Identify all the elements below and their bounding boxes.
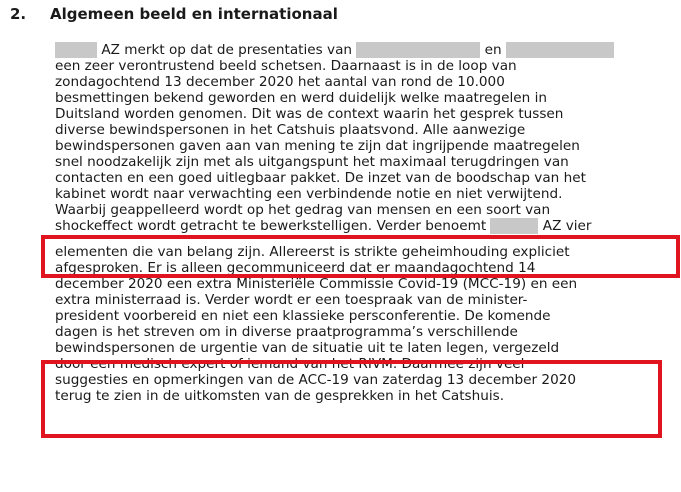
- text-segment: door een medisch expert of iemand van het RIVM. Daarmee zijn veel: [55, 356, 525, 372]
- text-line: [55, 122, 525, 138]
- text-line: [55, 106, 563, 122]
- text-segment: besmettingen bekend geworden en werd duidelijk welke maatregelen in: [55, 90, 547, 106]
- text-line: [55, 154, 569, 170]
- text-segment: december 2020 een extra Ministeriële Commissie Covid-19 (MCC-19) en een: [55, 276, 578, 292]
- text-segment: Duitsland worden genomen. Dit was de context waarin het gesprek tussen: [55, 106, 564, 122]
- redaction-block: [55, 42, 97, 58]
- text-segment: bewindspersonen de urgentie van de situatie uit te laten legen, vergezeld: [55, 340, 560, 356]
- text-segment: terug te zien in de uitkomsten van de gesprekken in het Catshuis.: [55, 388, 505, 404]
- text-line: [55, 308, 550, 324]
- text-segment: Waarbij geappelleerd wordt op het gedrag van mensen en een soort van: [55, 202, 551, 218]
- text-line: [55, 340, 559, 356]
- text-line: [55, 74, 505, 90]
- text-segment: dagen is het streven om in diverse praatprogramma’s verschillende: [55, 324, 518, 340]
- text-line: [55, 170, 586, 186]
- text-segment: snel noodzakelijk zijn met als uitgangspunt het maximaal terugdringen van: [55, 154, 569, 170]
- redaction-block: [356, 42, 480, 58]
- text-line: [55, 42, 614, 58]
- text-line: [55, 138, 580, 154]
- text-line: [55, 58, 517, 74]
- redaction-block: [490, 218, 538, 234]
- text-line: [55, 202, 550, 218]
- text-line: [55, 292, 527, 308]
- text-segment: elementen die van belang zijn. Allereerst is strikte geheimhouding expliciet: [55, 244, 570, 260]
- text-segment: president voorbereid en niet een klassieke persconferentie. De komende: [55, 308, 551, 324]
- text-segment: kabinet wordt naar verwachting een verbindende notie en niet verwijtend.: [55, 186, 563, 202]
- text-segment: suggesties en opmerkingen van de ACC-19 van zaterdag 13 december 2020: [55, 372, 577, 388]
- text-line: [55, 186, 562, 202]
- highlight-box-1: [41, 235, 680, 278]
- text-segment: en: [480, 42, 506, 58]
- text-segment: afgesproken. Er is alleen gecommuniceerd dat er maandagochtend 14: [55, 260, 536, 276]
- text-segment: extra ministerraad is. Verder wordt er een toespraak van de minister-: [55, 292, 528, 308]
- text-segment: contacten en een goed uitlegbaar pakket. De inzet van de boodschap van het: [55, 170, 586, 186]
- text-line: [55, 218, 592, 234]
- text-segment: shockeffect wordt getracht te bewerkstelligen. Verder benoemt: [55, 218, 491, 234]
- text-segment: een zeer verontrustend beeld schetsen. Daarnaast is in de loop van: [55, 58, 517, 74]
- section-title: Algemeen beeld en internationaal: [50, 5, 338, 23]
- text-segment: AZ merkt op dat de presentaties van: [97, 42, 357, 58]
- text-line: [55, 276, 577, 292]
- text-segment: AZ vier: [538, 218, 592, 234]
- text-segment: zondagochtend 13 december 2020 het aantal van rond de 10.000: [55, 74, 505, 90]
- section-number: 2.: [10, 5, 27, 23]
- section-heading: [10, 4, 338, 24]
- redaction-block: [506, 42, 614, 58]
- text-line: [55, 324, 518, 340]
- highlight-box-2: [41, 360, 662, 438]
- text-segment: bewindspersonen gaven aan van mening te zijn dat ingrijpende maatregelen: [55, 138, 580, 154]
- text-line: [55, 90, 547, 106]
- text-segment: diverse bewindspersonen in het Catshuis plaatsvond. Alle aanwezige: [55, 122, 526, 138]
